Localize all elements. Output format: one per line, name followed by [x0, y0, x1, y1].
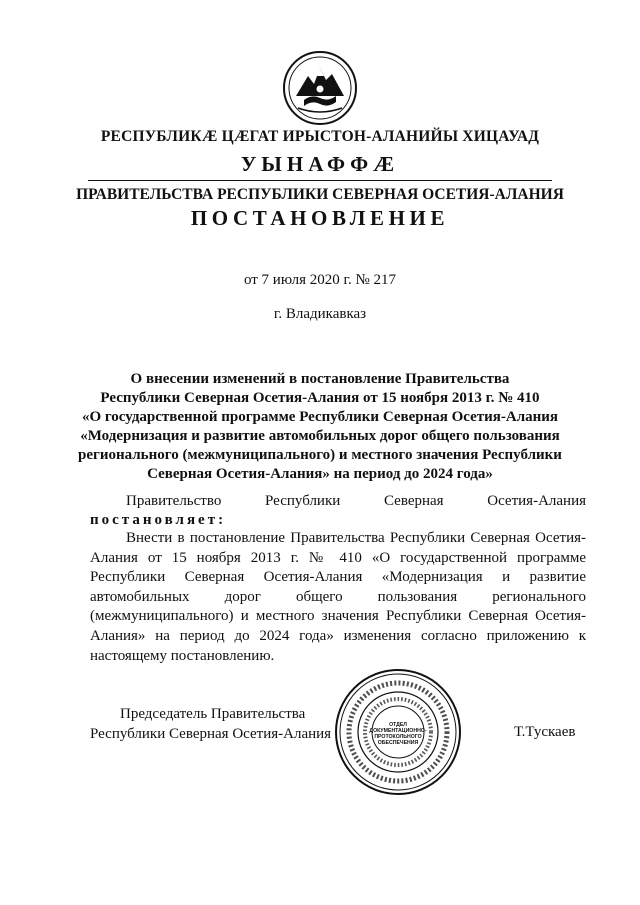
body-decrees [90, 511, 586, 531]
signature-title [90, 705, 331, 744]
title-line: О внесении изменений в постановление Правительства [130, 371, 510, 387]
title-line: регионального (межмуниципального) и местного значения Республики [78, 447, 562, 463]
title-line: «О государственной программе Республики Северная Осетия-Алания [81, 409, 559, 425]
document-city: г. Владикавказ [273, 306, 367, 322]
svg-text:ДОКУМЕНТАЦИОННО-: ДОКУМЕНТАЦИОННО- [369, 728, 427, 734]
signatory-name: Т.Тускаев [514, 724, 576, 740]
decrees-text: постановляет: [90, 512, 227, 528]
republic-name-ossetian: РЕСПУБЛИКÆ ЦÆГАТ ИРЫСТОН-АЛАНИЙЫ ХИЦАУАД [100, 128, 540, 145]
official-stamp-icon [332, 666, 464, 798]
document-date-number: от 7 июля 2020 г. № 217 [243, 272, 397, 288]
title-line: Республики Северная Осетия-Алания от 15 ноября 2013 г. № 410 [100, 390, 540, 406]
body-intro [90, 492, 586, 512]
title-line: «Модернизация и развитие автомобильных дорог общего пользования [80, 428, 560, 444]
signature-title-line: Республики Северная Осетия-Алания [90, 725, 332, 742]
intro-text: Правительство Республики Северная Осетия-Алания [126, 493, 586, 509]
header-divider [88, 180, 552, 181]
government-name-russian: ПРАВИТЕЛЬСТВА РЕСПУБЛИКИ СЕВЕРНАЯ ОСЕТИЯ-АЛАНИЯ [76, 186, 564, 203]
document-type-ossetian: УЫНАФФÆ [240, 152, 400, 176]
document-type-russian: ПОСТАНОВЛЕНИЕ [190, 206, 450, 230]
svg-text:ОТДЕЛ: ОТДЕЛ [389, 722, 407, 728]
svg-text:ОБЕСПЕЧЕНИЯ: ОБЕСПЕЧЕНИЯ [377, 740, 419, 746]
document-title [0, 370, 640, 484]
coat-of-arms-icon [282, 50, 358, 126]
svg-text:ПРОТОКОЛЬНОГО: ПРОТОКОЛЬНОГО [374, 734, 422, 740]
body-paragraph: Внести в постановление Правительства Республики Северная Осетия-Алания от 15 ноября 2013 г. № 410 «О государственной программе Республики Северная Осетия-Алания «Модернизация и развитие автомобильных дорог общего пользования регионального (межмуниципального) и местного значения Республики Северная Осетия-Алания» на период до 2024 года» изменения согласно приложению к настоящему постановлению. [90, 530, 586, 664]
title-line: Северная Осетия-Алания» на период до 2024 года» [147, 466, 493, 482]
signature-title-line: Председатель Правительства [120, 706, 306, 722]
